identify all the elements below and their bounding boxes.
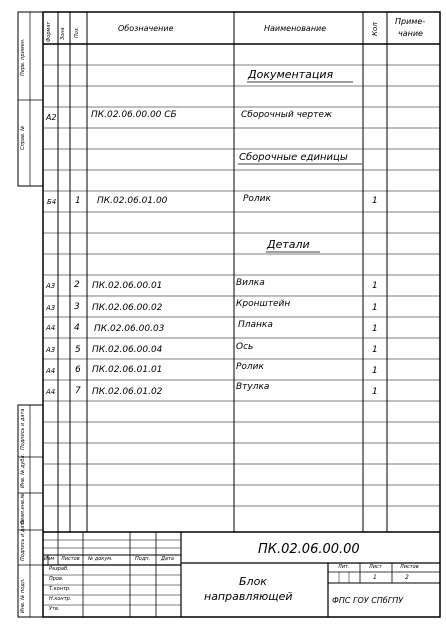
part-designation: ПК.02.06.00.02 xyxy=(92,303,163,313)
title-line-1: Блок xyxy=(239,575,267,588)
part-pos: 7 xyxy=(75,386,81,396)
part-pos: 6 xyxy=(75,365,81,375)
part-name: Кронштейн xyxy=(236,299,291,309)
tb-prov: Пров. xyxy=(49,576,64,582)
part-format: А3 xyxy=(46,346,56,354)
title-org: ФПС ГОУ СПбГПУ xyxy=(332,596,404,605)
part-designation: ПК.02.06.00.04 xyxy=(92,345,163,355)
tb-col-list: Листов xyxy=(61,556,80,562)
tb-razrab: Разраб. xyxy=(49,566,69,572)
tb-utv: Утв. xyxy=(49,606,60,612)
side-label-inv-podl: Инв. № подл. xyxy=(20,578,26,613)
doc-format: А2 xyxy=(46,113,57,122)
doc-name: Сборочный чертеж xyxy=(241,110,333,120)
part-format: А4 xyxy=(46,388,56,396)
tb-lit: Лит. xyxy=(338,564,350,570)
tb-listov-value: 2 xyxy=(405,574,409,581)
unit-name: Ролик xyxy=(243,194,271,204)
part-name: Ось xyxy=(236,342,254,352)
tb-col-izm: Изм xyxy=(44,556,55,562)
tb-tkontr: Т.контр. xyxy=(49,586,71,592)
part-designation: ПК.02.06.00.01 xyxy=(92,281,163,291)
part-qty: 1 xyxy=(372,281,378,291)
side-label-inv-dubl: Инв. № дубл. xyxy=(20,453,26,488)
header-designation: Обозначение xyxy=(118,24,174,33)
part-pos: 3 xyxy=(74,302,80,312)
part-qty: 1 xyxy=(372,303,378,313)
part-name: Вилка xyxy=(236,278,265,288)
title-block-code: ПК.02.06.00.00 xyxy=(258,542,360,557)
unit-pos: 1 xyxy=(75,196,81,206)
header-qty: Кол xyxy=(371,22,379,36)
tb-list: Лист xyxy=(369,564,382,570)
part-name: Втулка xyxy=(236,382,270,392)
tb-listov: Листов xyxy=(400,564,419,570)
part-name: Ролик xyxy=(236,362,264,372)
doc-designation: ПК.02.06.00.00 СБ xyxy=(91,110,177,120)
side-label-sprav: Справ. № xyxy=(20,125,26,150)
section-documentation: Документация xyxy=(248,68,334,81)
unit-format: Б4 xyxy=(47,198,57,206)
part-qty: 1 xyxy=(372,324,378,334)
unit-designation: ПК.02.06.01.00 xyxy=(97,196,168,206)
side-label-vzam-inv: Взам.инв.№ xyxy=(20,493,26,524)
tb-nkontr: Н.контр. xyxy=(49,596,72,602)
tb-col-data: Дата xyxy=(161,556,174,562)
header-zone: Зона xyxy=(60,27,66,40)
part-format: А3 xyxy=(46,304,56,312)
header-format: Формат xyxy=(46,21,52,42)
part-designation: ПК.02.06.01.02 xyxy=(92,387,163,397)
side-label-podp-data-2: Подпись и дата xyxy=(20,519,26,561)
header-pos: Поз. xyxy=(74,26,80,38)
part-pos: 2 xyxy=(74,280,80,290)
part-pos: 5 xyxy=(75,345,81,355)
part-qty: 1 xyxy=(372,366,378,376)
part-designation: ПК.02.06.00.03 xyxy=(94,324,165,334)
unit-qty: 1 xyxy=(372,196,378,206)
part-format: А4 xyxy=(46,324,56,332)
tb-list-value: 1 xyxy=(373,574,377,581)
part-format: А3 xyxy=(46,282,56,290)
tb-col-podp: Подп. xyxy=(135,556,151,562)
section-assembly-units: Сборочные единицы xyxy=(239,152,348,163)
side-label-podp-data-1: Подпись и дата xyxy=(20,408,26,450)
header-note-2: чание xyxy=(398,29,423,38)
header-note-1: Приме- xyxy=(395,17,426,26)
part-qty: 1 xyxy=(372,387,378,397)
tb-col-ndok: № докум. xyxy=(88,556,113,562)
side-label-perv-primen: Перв. примен. xyxy=(20,38,26,76)
part-designation: ПК.02.06.01.01 xyxy=(92,365,163,375)
part-qty: 1 xyxy=(372,345,378,355)
header-name: Наименование xyxy=(264,24,327,33)
part-name: Планка xyxy=(238,320,273,330)
part-format: А4 xyxy=(46,367,56,375)
part-pos: 4 xyxy=(74,323,80,333)
title-line-2: направляющей xyxy=(204,590,293,603)
section-parts: Детали xyxy=(267,238,310,251)
